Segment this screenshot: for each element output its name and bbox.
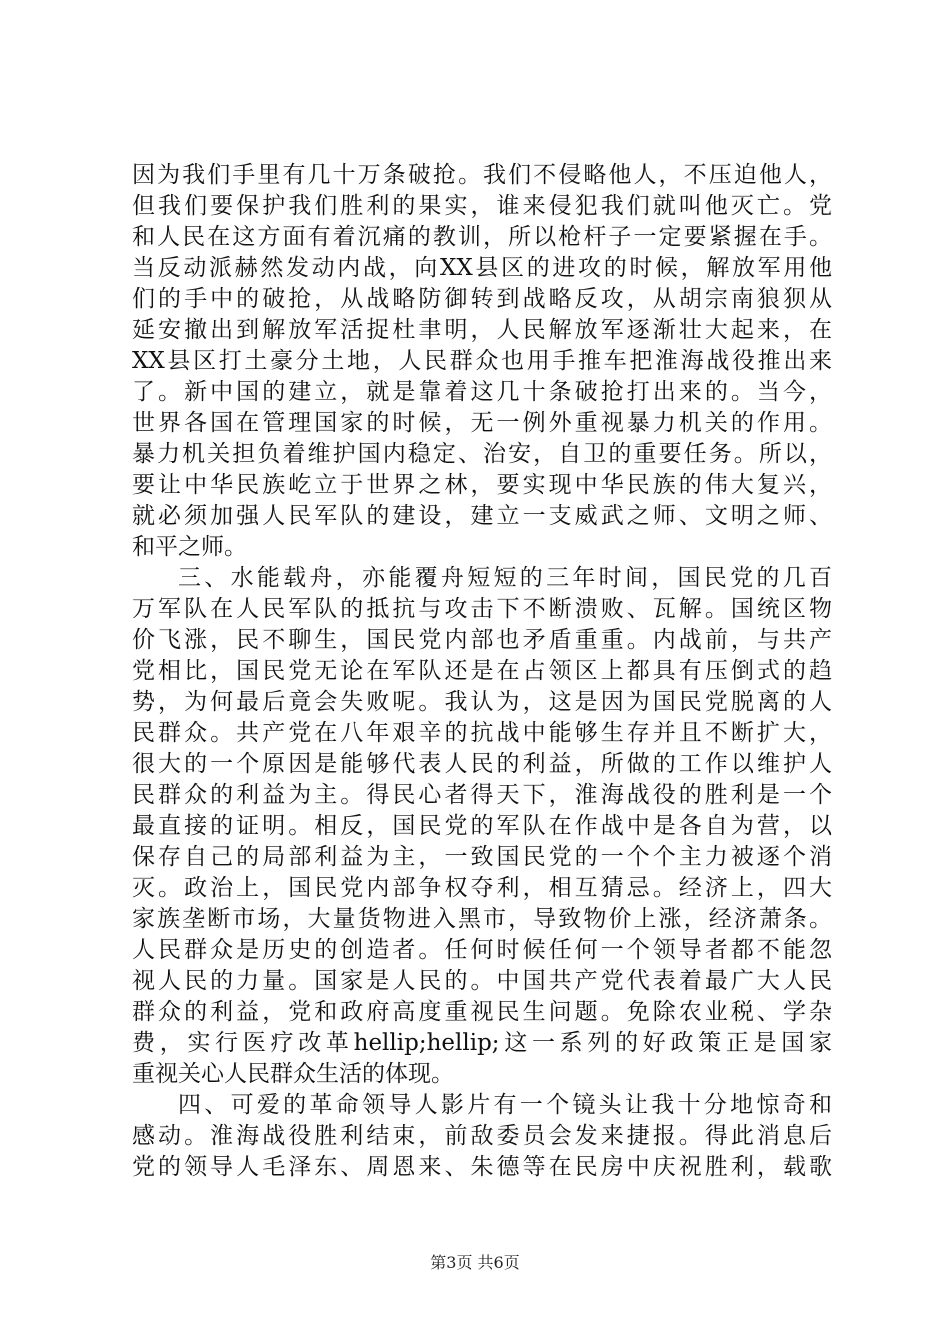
text-line-paragraph-start: 三、水能载舟，亦能覆舟短短的三年时间，国民党的几百 — [178, 565, 832, 591]
text-line-paragraph-end: 重视关心人民群众生活的体现。 — [132, 1061, 454, 1087]
text-line: 和人民在这方面有着沉痛的教训，所以枪杆子一定要紧握在手。 — [132, 224, 832, 250]
text-line: 世界各国在管理国家的时候，无一例外重视暴力机关的作用。 — [132, 410, 832, 436]
text-line: XX县区打土豪分土地，人民群众也用手推车把淮海战役推出来 — [132, 348, 832, 374]
text-line: 民群众。共产党在八年艰辛的抗战中能够生存并且不断扩大， — [132, 720, 832, 746]
text-line: 因为我们手里有几十万条破抢。我们不侵略他人，不压迫他人， — [132, 162, 832, 188]
text-line: 了。新中国的建立，就是靠着这几十条破抢打出来的。当今， — [132, 379, 832, 405]
text-line: 势，为何最后竟会失败呢。我认为，这是因为国民党脱离的人 — [132, 689, 832, 715]
text-line: 家族垄断市场，大量货物进入黑市，导致物价上涨，经济萧条。 — [132, 906, 832, 932]
text-line: 要让中华民族屹立于世界之林，要实现中华民族的伟大复兴， — [132, 472, 832, 498]
text-line: 当反动派赫然发动内战，向XX县区的进攻的时候，解放军用他 — [132, 255, 832, 281]
text-line: 党的领导人毛泽东、周恩来、朱德等在民房中庆祝胜利，载歌 — [132, 1154, 832, 1180]
text-line: 但我们要保护我们胜利的果实，谁来侵犯我们就叫他灭亡。党 — [132, 193, 832, 219]
text-line: 价飞涨，民不聊生，国民党内部也矛盾重重。内战前，与共产 — [132, 627, 832, 653]
text-line: 们的手中的破抢，从战略防御转到战略反攻，从胡宗南狼狈从 — [132, 286, 832, 312]
text-line: 很大的一个原因是能够代表人民的利益，所做的工作以维护人 — [132, 751, 832, 777]
text-line: 群众的利益，党和政府高度重视民生问题。免除农业税、学杂 — [132, 999, 832, 1025]
text-line: 就必须加强人民军队的建设，建立一支威武之师、文明之师、 — [132, 503, 832, 529]
text-line: 费，实行医疗改革hellip;hellip;这一系列的好政策正是国家 — [132, 1030, 832, 1056]
text-line: 人民群众是历史的创造者。任何时候任何一个领导者都不能忽 — [132, 937, 832, 963]
text-line-paragraph-start: 四、可爱的革命领导人影片有一个镜头让我十分地惊奇和 — [178, 1092, 832, 1118]
text-line: 保存自己的局部利益为主，一致国民党的一个个主力被逐个消 — [132, 844, 832, 870]
document-body — [132, 160, 832, 1183]
text-line: 感动。淮海战役胜利结束，前敌委员会发来捷报。得此消息后 — [132, 1123, 832, 1149]
text-line-paragraph-end: 和平之师。 — [132, 534, 247, 560]
text-line: 暴力机关担负着维护国内稳定、治安，自卫的重要任务。所以， — [132, 441, 832, 467]
text-line: 党相比，国民党无论在军队还是在占领区上都具有压倒式的趋 — [132, 658, 832, 684]
text-line: 灭。政治上，国民党内部争权夺利，相互猜忌。经济上，四大 — [132, 875, 832, 901]
text-line: 民群众的利益为主。得民心者得天下，淮海战役的胜利是一个 — [132, 782, 832, 808]
text-line: 视人民的力量。国家是人民的。中国共产党代表着最广大人民 — [132, 968, 832, 994]
text-line: 延安撤出到解放军活捉杜聿明，人民解放军逐渐壮大起来，在 — [132, 317, 832, 343]
text-line: 万军队在人民军队的抵抗与攻击下不断溃败、瓦解。国统区物 — [132, 596, 832, 622]
text-line: 最直接的证明。相反，国民党的军队在作战中是各自为营，以 — [132, 813, 832, 839]
page-number-footer: 第3页 共6页 — [430, 1253, 520, 1272]
